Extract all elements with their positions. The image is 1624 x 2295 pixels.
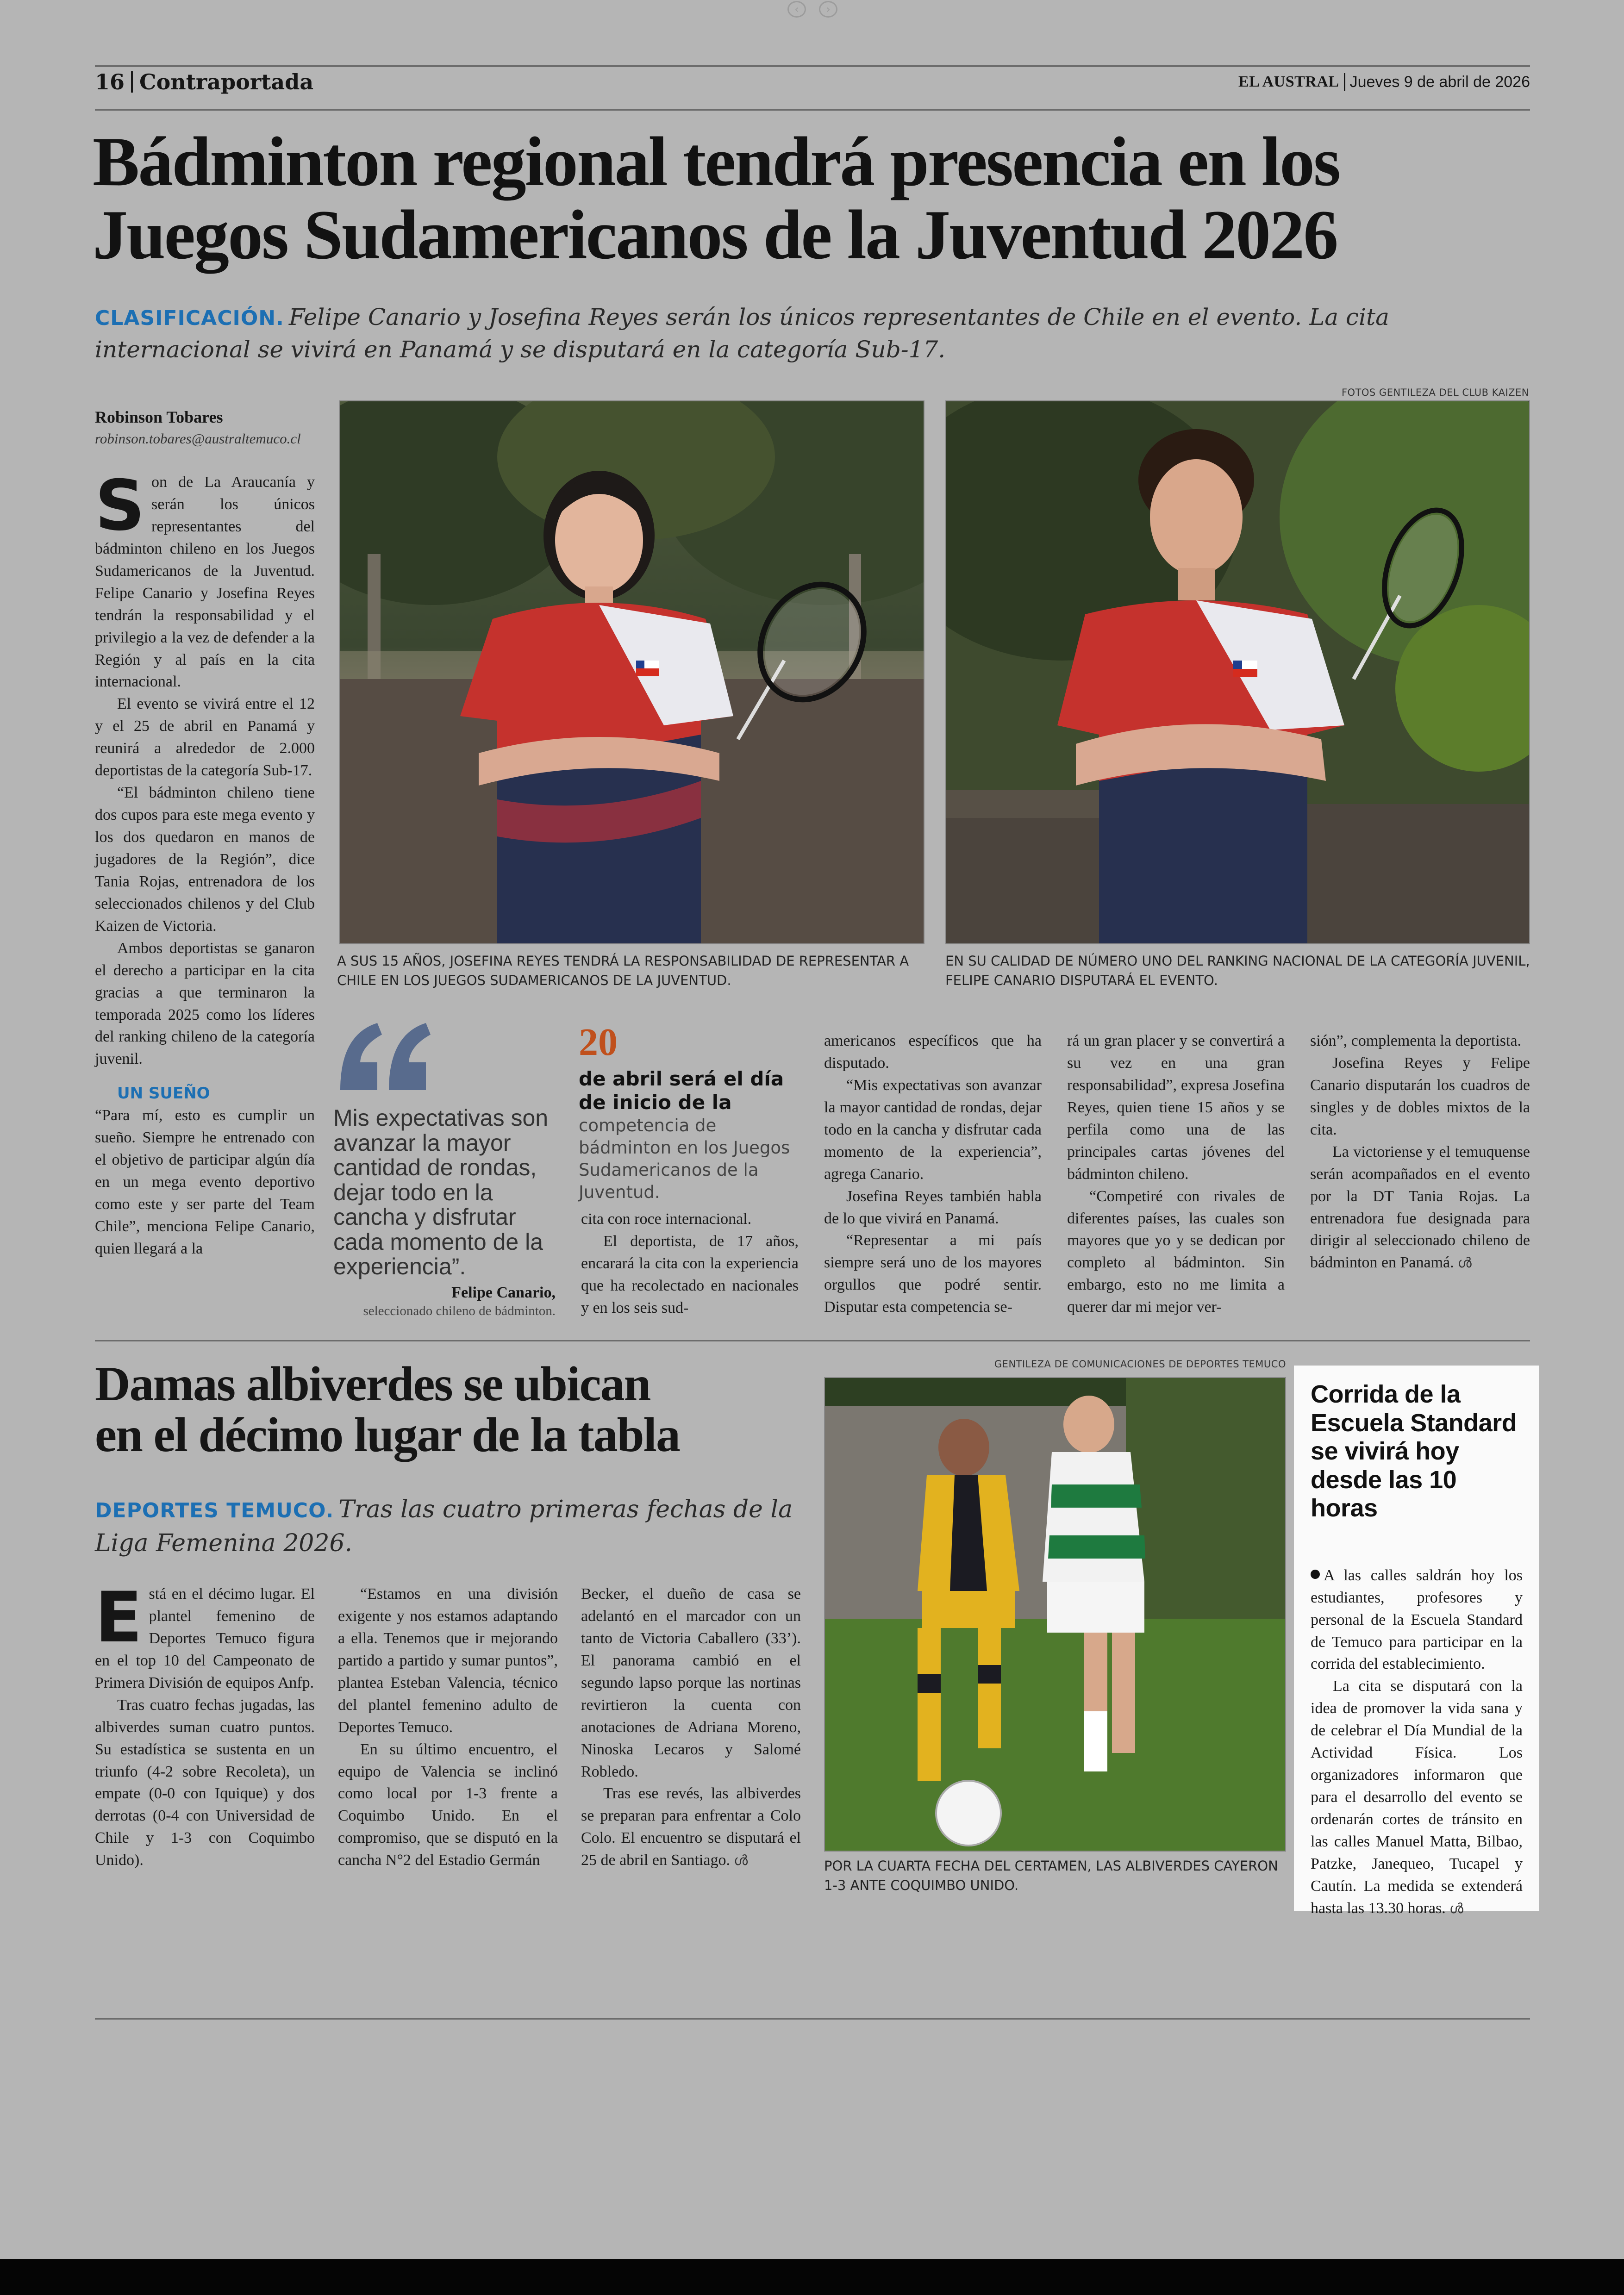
second-col2-p2: En su último encuentro, el equipo de Valencia se inclinó como local por 1-3 frente a Coquimbo Unido. En el compromiso, que se disputó en la cancha N°2 del Estadio Germán	[338, 1740, 558, 1869]
folio-divider-right	[1344, 73, 1345, 91]
photo-womens-football	[824, 1377, 1286, 1852]
quote-mark-icon	[333, 1016, 435, 1095]
second-col1-p2: Tras cuatro fechas jugadas, las albiverdes suman cuatro puntos. Su estadística se sustenta en un triunfo (4-2 sobre Recoleta), un empate (0-0 con Iquique) y dos derrotas (0-4 con Universidad de Chile y 1-3 con Coquimbo Unido).	[95, 1696, 315, 1869]
main-kicker: CLASIFICACIÓN.	[95, 306, 284, 330]
second-col2-p1: “Estamos en una división exigente y nos estamos adaptando a ella. Tenemos que ir mejorando partido a partido y sumar puntos”, plantea Esteban Valencia, técnico del plantel femenino adulto de Deportes Temuco.	[338, 1585, 558, 1736]
second-headline	[95, 1359, 812, 1460]
chevron-right-icon[interactable]: ›	[819, 1, 837, 18]
main-dropcap: S	[95, 466, 145, 546]
main-col4-p1: americanos específicos que ha disputado.	[824, 1032, 1042, 1072]
caption-josefina: A SUS 15 AÑOS, JOSEFINA REYES TENDRÁ LA RESPONSABILIDAD DE REPRESENTAR A CHILE EN LOS JUEGOS SUDAMERICANOS DE LA JUVENTUD.	[337, 953, 909, 989]
folio-underline	[95, 109, 1530, 111]
main-col1-p1: on de La Araucanía y serán los únicos representantes del bádminton chileno en los Juegos Sudamericanos de la Juventud. Felipe Canario y Josefina Reyes tendrán la responsabilidad y el privilegio a la vez de defender a la Región y al país en la cita internacional.	[95, 474, 315, 691]
issue-date: Jueves 9 de abril de 2026	[1349, 73, 1530, 91]
sidebar-title: Corrida de la Escuela Standard se vivirá hoy desde las 10 horas	[1311, 1380, 1517, 1522]
author-name: Robinson Tobares	[95, 408, 223, 426]
byline	[95, 407, 317, 447]
photo-felipe-canario	[945, 400, 1530, 944]
pull-quote-author: Felipe Canario,	[451, 1284, 556, 1301]
sidebar-body	[1311, 1565, 1523, 1920]
main-deck-text: Felipe Canario y Josefina Reyes serán los únicos representantes de Chile en el evento. La cita internacional se vivirá en Panamá y se disputará en la categoría Sub-17.	[95, 304, 1389, 363]
fact-text	[579, 1067, 801, 1204]
main-col1-p4: Ambos deportistas se ganaron el derecho a participar en la cita gracias a que terminaron la temporada 2025 como los líderes del ranking chileno de la categoría juvenil.	[95, 939, 315, 1068]
story-divider	[95, 1340, 1530, 1341]
second-col-2	[338, 1583, 558, 1871]
main-col3-p1: cita con roce internacional.	[581, 1210, 752, 1228]
main-headline	[93, 123, 1542, 274]
folio	[95, 67, 1530, 97]
main-col1-p3: “El bádminton chileno tiene dos cupos para este mega evento y los dos quedaron en manos de jugadores de la Región”, dice Tania Rojas, entrenadora de los seleccionados chilenos y del Club Kaizen de Victoria.	[95, 784, 315, 935]
author-email[interactable]: robinson.tobares@australtemuco.cl	[95, 430, 301, 447]
second-caption: POR LA CUARTA FECHA DEL CERTAMEN, LAS ALBIVERDES CAYERON 1-3 ANTE COQUIMBO UNIDO.	[824, 1858, 1278, 1894]
bullet-icon	[1311, 1570, 1320, 1579]
main-headline-line1: Bádminton regional tendrá presencia en los	[93, 123, 1340, 200]
second-headline-line2: en el décimo lugar de la tabla	[95, 1408, 680, 1462]
second-col3-p2: Tras ese revés, las albiverdes se preparan para enfrentar a Colo Colo. El encuentro se disputará el 25 de abril en Santiago.	[581, 1785, 801, 1869]
caption-felipe: EN SU CALIDAD DE NÚMERO UNO DEL RANKING NACIONAL DE LA CATEGORÍA JUVENIL, FELIPE CANARIO DISPUTARÁ EL EVENTO.	[945, 953, 1530, 989]
main-col6-p2: Josefina Reyes y Felipe Canario disputarán los cuadros de singles y de dobles mixtos de la cita.	[1310, 1054, 1530, 1138]
second-col-3	[581, 1583, 801, 1871]
bottom-rule	[95, 2018, 1530, 2020]
main-col5-p1: rá un gran placer y se convertirá a su vez en una gran responsabilidad”, expresa Josefina Reyes, quien tiene 15 años y se perfila como una de las principales cartas jóvenes del bádminton chileno.	[1067, 1032, 1285, 1183]
sidebar-p2: La cita se disputará con la idea de promover la vida sana y de celebrar el Día Mundial de la Actividad Física. Los organizadores informaron que para el desarrollo del evento se ordenarán cortes de tránsito en las calles Manuel Matta, Bilbao, Patzke, Janequeo, Tucapel y Cautín. La medida se extenderá hasta las 13.30 horas.	[1311, 1678, 1523, 1917]
main-col1-p5: “Para mí, esto es cumplir un sueño. Siempre he entrenado con el objetivo de participar algún día en un mega evento deportivo como este y ser parte del Team Chile”, menciona Felipe Canario, quien llegará a la	[95, 1107, 315, 1257]
main-col-1	[95, 466, 315, 1260]
pull-quote-text: Mis expectativas son avanzar la mayor cantidad de rondas, dejar todo en la cancha y disfrutar cada momento de la experiencia”.	[333, 1105, 549, 1279]
main-col5-p2: “Competiré con rivales de diferentes países, las cuales son mayores que yo y se dedican por completo al bádminton. Sin embargo, esto no me limita a querer dar mi mejor ver-	[1067, 1187, 1285, 1316]
main-col4-p3: Josefina Reyes también habla de lo que vivirá en Panamá.	[824, 1187, 1042, 1227]
main-col-6	[1310, 1030, 1530, 1274]
main-col-3	[581, 1208, 799, 1319]
main-col-5	[1067, 1030, 1285, 1318]
main-deck	[95, 301, 1530, 366]
folio-right	[1238, 73, 1530, 91]
fact-number: 20	[579, 1021, 618, 1064]
main-headline-line2: Juegos Sudamericanos de la Juventud 2026	[93, 196, 1337, 274]
folio-divider	[131, 71, 133, 93]
second-col3-p1: Becker, el dueño de casa se adelantó en el marcador con un tanto de Victoria Caballero (33’). El panorama cambió en el segundo lapso porque las nortinas revirtieron la cuenta con anotaciones de Adriana Moreno, Ninoska Lecaros y Salomé Robledo.	[581, 1585, 801, 1780]
main-photo-credit: FOTOS GENTILEZA DEL CLUB KAIZEN	[1341, 387, 1529, 398]
second-deck-text: Tras las cuatro primeras fechas de la Liga Femenina 2026.	[95, 1496, 793, 1557]
sidebar-p1: A las calles saldrán hoy los estudiantes, profesores y personal de la Escuela Standard de Temuco para participar en la corrida del establecimiento.	[1311, 1566, 1523, 1673]
fact-rest: competencia de bádminton en los Juegos Sudamericanos de la Juventud.	[579, 1116, 790, 1203]
main-col1-p2: El evento se vivirá entre el 12 y el 25 de abril en Panamá y reunirá a alrededor de 2.000 deportistas de la categoría Sub-17.	[95, 695, 315, 780]
page-number: 16	[95, 69, 125, 94]
folio-left	[95, 69, 313, 94]
second-deck	[95, 1493, 812, 1560]
second-kicker: DEPORTES TEMUCO.	[95, 1499, 334, 1522]
main-col6-p3: La victoriense y el temuquense serán acompañados en el evento por la DT Tania Rojas. La entrenadora fue designada para dirigir al seleccionado chileno de bádminton en Panamá.	[1310, 1143, 1530, 1272]
end-mark-icon: ൾ	[733, 1852, 748, 1869]
main-col4-p2: “Mis expectativas son avanzar la mayor cantidad de rondas, dejar todo en la cancha y disfrutar cada momento de la experiencia”, agrega Canario.	[824, 1076, 1042, 1183]
chevron-left-icon[interactable]: ‹	[787, 1, 806, 18]
second-dropcap: E	[95, 1578, 143, 1658]
pull-quote-role: seleccionado chileno de bádminton.	[363, 1303, 556, 1318]
main-col6-p1: sión”, complementa la deportista.	[1310, 1032, 1522, 1049]
paper-name: EL AUSTRAL	[1238, 73, 1339, 90]
second-col1-p1: stá en el décimo lugar. El plantel femenino de Deportes Temuco figura en el top 10 del Campeonato de Primera División de equipos Anfp.	[95, 1585, 315, 1691]
main-col3-p2: El deportista, de 17 años, encarará la cita con la experiencia que ha recolectado en nacionales y en los seis sud-	[581, 1232, 799, 1316]
second-col-1	[95, 1578, 315, 1871]
second-headline-line1: Damas albiverdes se ubican	[95, 1357, 650, 1411]
pull-quote	[333, 1016, 556, 1319]
viewer-bottom-bar	[0, 2259, 1624, 2295]
photo-josefina-reyes	[339, 400, 924, 944]
main-subhead: UN SUEÑO	[117, 1084, 210, 1103]
section-name: Contraportada	[139, 69, 314, 94]
sidebar-brief	[1294, 1366, 1539, 1917]
fact-bold: de abril será el día de inicio de la	[579, 1067, 784, 1114]
main-col-4	[824, 1030, 1042, 1318]
end-mark-icon: ൾ	[1449, 1900, 1463, 1917]
second-photo-credit: GENTILEZA DE COMUNICACIONES DE DEPORTES TEMUCO	[994, 1359, 1286, 1370]
main-col4-p4: “Representar a mi país siempre será uno de los mayores orgullos que podré sentir. Disputar esta competencia se-	[824, 1232, 1042, 1316]
end-mark-icon: ൾ	[1457, 1255, 1472, 1272]
fact-box	[579, 1023, 801, 1204]
